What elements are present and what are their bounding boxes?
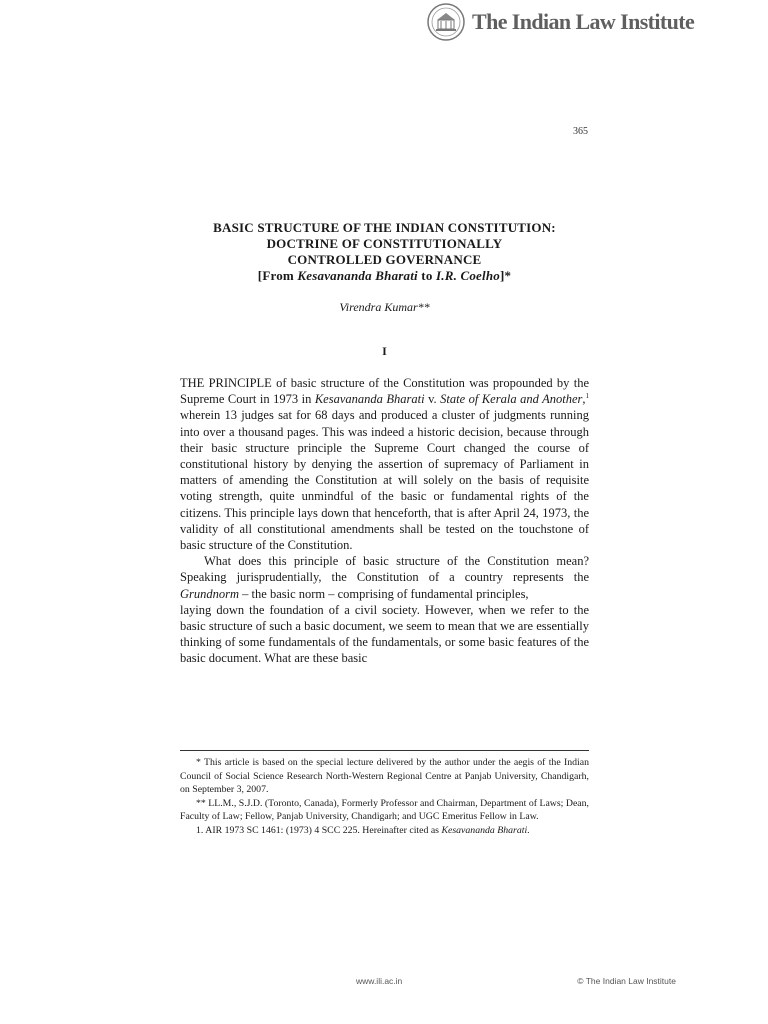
- section-number: I: [382, 344, 387, 358]
- author-name: Virendra Kumar**: [339, 300, 430, 314]
- subtitle-case-two: I.R. Coelho: [436, 268, 500, 283]
- article-title: [180, 220, 589, 284]
- footnote-1-end: .: [527, 824, 530, 836]
- footnote-ref-1: 1: [585, 392, 589, 401]
- para1-text-d: wherein 13 judges sat for 68 days and produced a cluster of judgments running into over a thousand pages. This was indeed a historic decision, because through their basic structure principle the Supreme Court changed the course of constitutional history by denying the assertion of supremacy of Parliament in matters of amending the Constitution at will solely on the basis of requisite voting strength, quite unmindful of the basic or fundamental rights of the citizens. This principle lays down that henceforth, that is after April 24, 1973, the validity of all constitutional amendments shall be tested on the touchstone of basic structure of the Constitution.: [180, 408, 589, 553]
- title-line-3: CONTROLLED GOVERNANCE: [287, 252, 482, 267]
- article-subtitle: [180, 268, 589, 284]
- institute-emblem-icon: [426, 2, 466, 42]
- footnote-1-text: 1. AIR 1973 SC 1461: (1973) 4 SCC 225. Hereinafter cited as: [196, 824, 442, 836]
- title-line-1: BASIC STRUCTURE OF THE INDIAN CONSTITUTION:: [213, 220, 556, 235]
- para1-comma: ,: [582, 392, 586, 407]
- page-number: 365: [573, 126, 588, 137]
- para2-term: Grundnorm: [180, 586, 240, 601]
- subtitle-prefix: [From: [257, 268, 298, 283]
- para1-case-name-2: State of Kerala and Another: [440, 392, 583, 407]
- institute-logo: [426, 2, 694, 42]
- footnote-star: * This article is based on the special lecture delivered by the author under the aegis of the Indian Council of Social Science Research North-Western Regional Centre at Panjab University, Chandigarh, on September 3, 2007.: [180, 757, 589, 795]
- subtitle-suffix: ]*: [499, 268, 512, 283]
- footnote-divider: [180, 750, 589, 751]
- para1-versus: v.: [424, 392, 441, 407]
- para2-text-a: What does this principle of basic structure of the Constitution mean? Speaking jurisprudentially, the Constitution of a country represents the: [180, 554, 589, 585]
- subtitle-case-one: Kesavananda Bharati: [297, 268, 418, 283]
- subtitle-connector: to: [417, 268, 436, 283]
- footnote-1-case: Kesavananda Bharati: [441, 824, 528, 836]
- footnotes: [180, 756, 589, 837]
- paragraph-1: [180, 375, 589, 553]
- footnote-1: [180, 824, 589, 838]
- footnote-double-star: ** LL.M., S.J.D. (Toronto, Canada), Formerly Professor and Chairman, Department of Laws; Dean, Faculty of Law; Fellow, Panjab University, Chandigarh; and UGC Emeritus Fellow in Law.: [180, 797, 589, 822]
- para2-text-b: – the basic norm – comprising of fundamental principles,: [239, 586, 529, 601]
- title-line-2: DOCTRINE OF CONSTITUTIONALLY: [266, 236, 503, 251]
- paragraph-3: laying down the foundation of a civil society. However, when we refer to the basic structure of such a basic document, we seem to mean that we are essentially thinking of some fundamentals of the fundamentals, or some basic features of the basic document. What are these basic: [180, 602, 589, 666]
- paragraph-2: [180, 553, 589, 602]
- article-body: [180, 375, 589, 667]
- footer-copyright: © The Indian Law Institute: [577, 976, 676, 986]
- para1-case-name: Kesavananda Bharati: [314, 392, 425, 407]
- footer-url[interactable]: www.ili.ac.in: [356, 976, 403, 986]
- para1-text-a: THE PRINCIPLE of basic structure of the Constitution was propounded by the Supreme Court in 1973 in: [180, 376, 589, 407]
- institute-name: The Indian Law Institute: [472, 9, 695, 34]
